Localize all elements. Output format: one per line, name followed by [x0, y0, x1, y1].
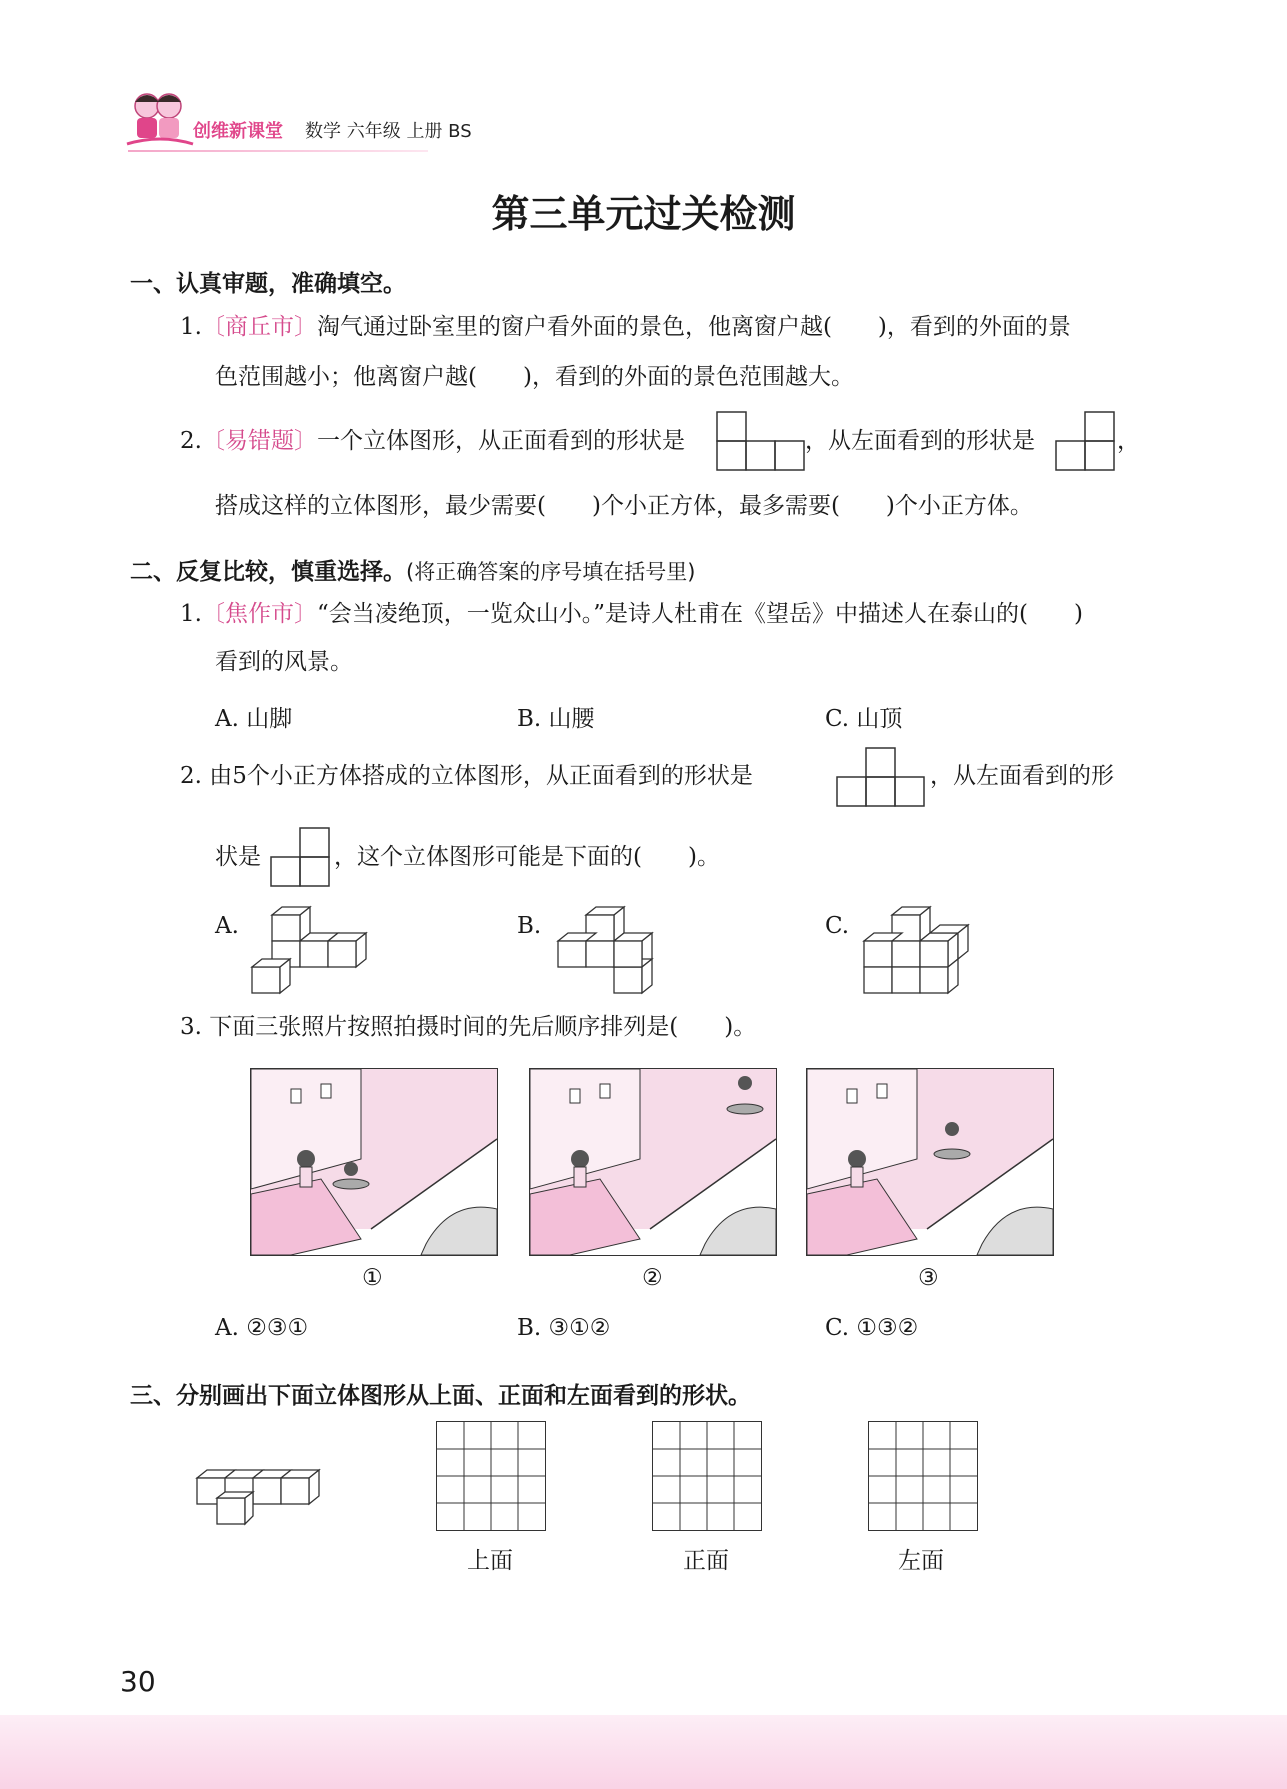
s1-q2-line2: 搭成这样的立体图形，最少需要( )个小正方体，最多需要( )个小正方体。	[215, 493, 1033, 519]
brand-name: 创维新课堂	[193, 121, 283, 142]
s2-q1-option-c: C. 山顶	[825, 706, 903, 732]
section-3-heading: 三、分别画出下面立体图形从上面、正面和左面看到的形状。	[130, 1383, 751, 1409]
s2-q3-option-a: A. ②③①	[215, 1315, 309, 1341]
book-info: 数学 六年级 上册 BS	[305, 121, 472, 142]
solid-figure	[195, 1468, 325, 1526]
mascot-logo	[125, 88, 195, 150]
label-front-view: 正面	[683, 1548, 729, 1574]
s2-q2-text-d: ，这个立体图形可能是下面的( )。	[334, 844, 720, 870]
s1-q1-line2: 色范围越小；他离窗户越( )，看到的外面的景色范围越大。	[215, 364, 854, 390]
footer-band	[0, 1715, 1287, 1789]
label-top-view: 上面	[467, 1548, 513, 1574]
header-divider	[128, 150, 428, 152]
s2-q3-option-c: C. ①③②	[825, 1315, 919, 1341]
s2-left-view-shape	[270, 827, 330, 887]
s2-q2-option-a: A.	[215, 913, 239, 939]
photo-3-caption: ③	[918, 1265, 939, 1291]
page-number: 30	[120, 1665, 156, 1698]
photo-3	[806, 1068, 1054, 1256]
photo-2-caption: ②	[642, 1265, 663, 1291]
s2-q2-text-c: 状是	[215, 844, 261, 870]
s2-front-view-shape	[836, 747, 925, 807]
s2-q1-line2: 看到的风景。	[215, 649, 353, 675]
grid-top-view[interactable]	[436, 1421, 546, 1531]
left-view-shape	[1055, 411, 1115, 471]
s2-q2-option-c: C.	[825, 913, 850, 939]
s2-q3-text: 3. 下面三张照片按照拍摄时间的先后顺序排列是( )。	[180, 1014, 757, 1040]
photo-1	[250, 1068, 498, 1256]
s1-q2-text-c: ，	[1117, 428, 1140, 454]
grid-front-view[interactable]	[652, 1421, 762, 1531]
cube-figure-a	[250, 905, 370, 995]
section-2-heading: 二、反复比较，慎重选择。(将正确答案的序号填在括号里)	[130, 559, 696, 585]
s2-q2-option-b: B.	[517, 913, 542, 939]
s2-q2-text-b: ，从左面看到的形	[930, 763, 1114, 789]
s2-q1-line1: 1.〔焦作市〕“会当凌绝顶，一览众山小。”是诗人杜甫在《望岳》中描述人在泰山的( )	[180, 601, 1083, 627]
section-1-heading: 一、认真审题，准确填空。	[130, 271, 406, 297]
label-left-view: 左面	[898, 1548, 944, 1574]
s2-q3-option-b: B. ③①②	[517, 1315, 611, 1341]
cube-figure-c	[860, 905, 980, 995]
s1-q1-line1: 1.〔商丘市〕淘气通过卧室里的窗户看外面的景色，他离窗户越( )，看到的外面的景	[180, 314, 1071, 340]
s2-q1-option-a: A. 山脚	[215, 706, 293, 732]
grid-left-view[interactable]	[868, 1421, 978, 1531]
s1-q2-text-a: 2.〔易错题〕一个立体图形，从正面看到的形状是	[180, 428, 685, 454]
s2-q2-text-a: 2. 由5个小正方体搭成的立体图形，从正面看到的形状是	[180, 763, 753, 789]
s1-q2-text-b: ，从左面看到的形状是	[805, 428, 1035, 454]
s2-q1-option-b: B. 山腰	[517, 706, 595, 732]
cube-figure-b	[554, 905, 674, 995]
photo-2	[529, 1068, 777, 1256]
page-title: 第三单元过关检测	[491, 192, 796, 236]
front-view-shape	[716, 411, 805, 471]
photo-1-caption: ①	[362, 1265, 383, 1291]
